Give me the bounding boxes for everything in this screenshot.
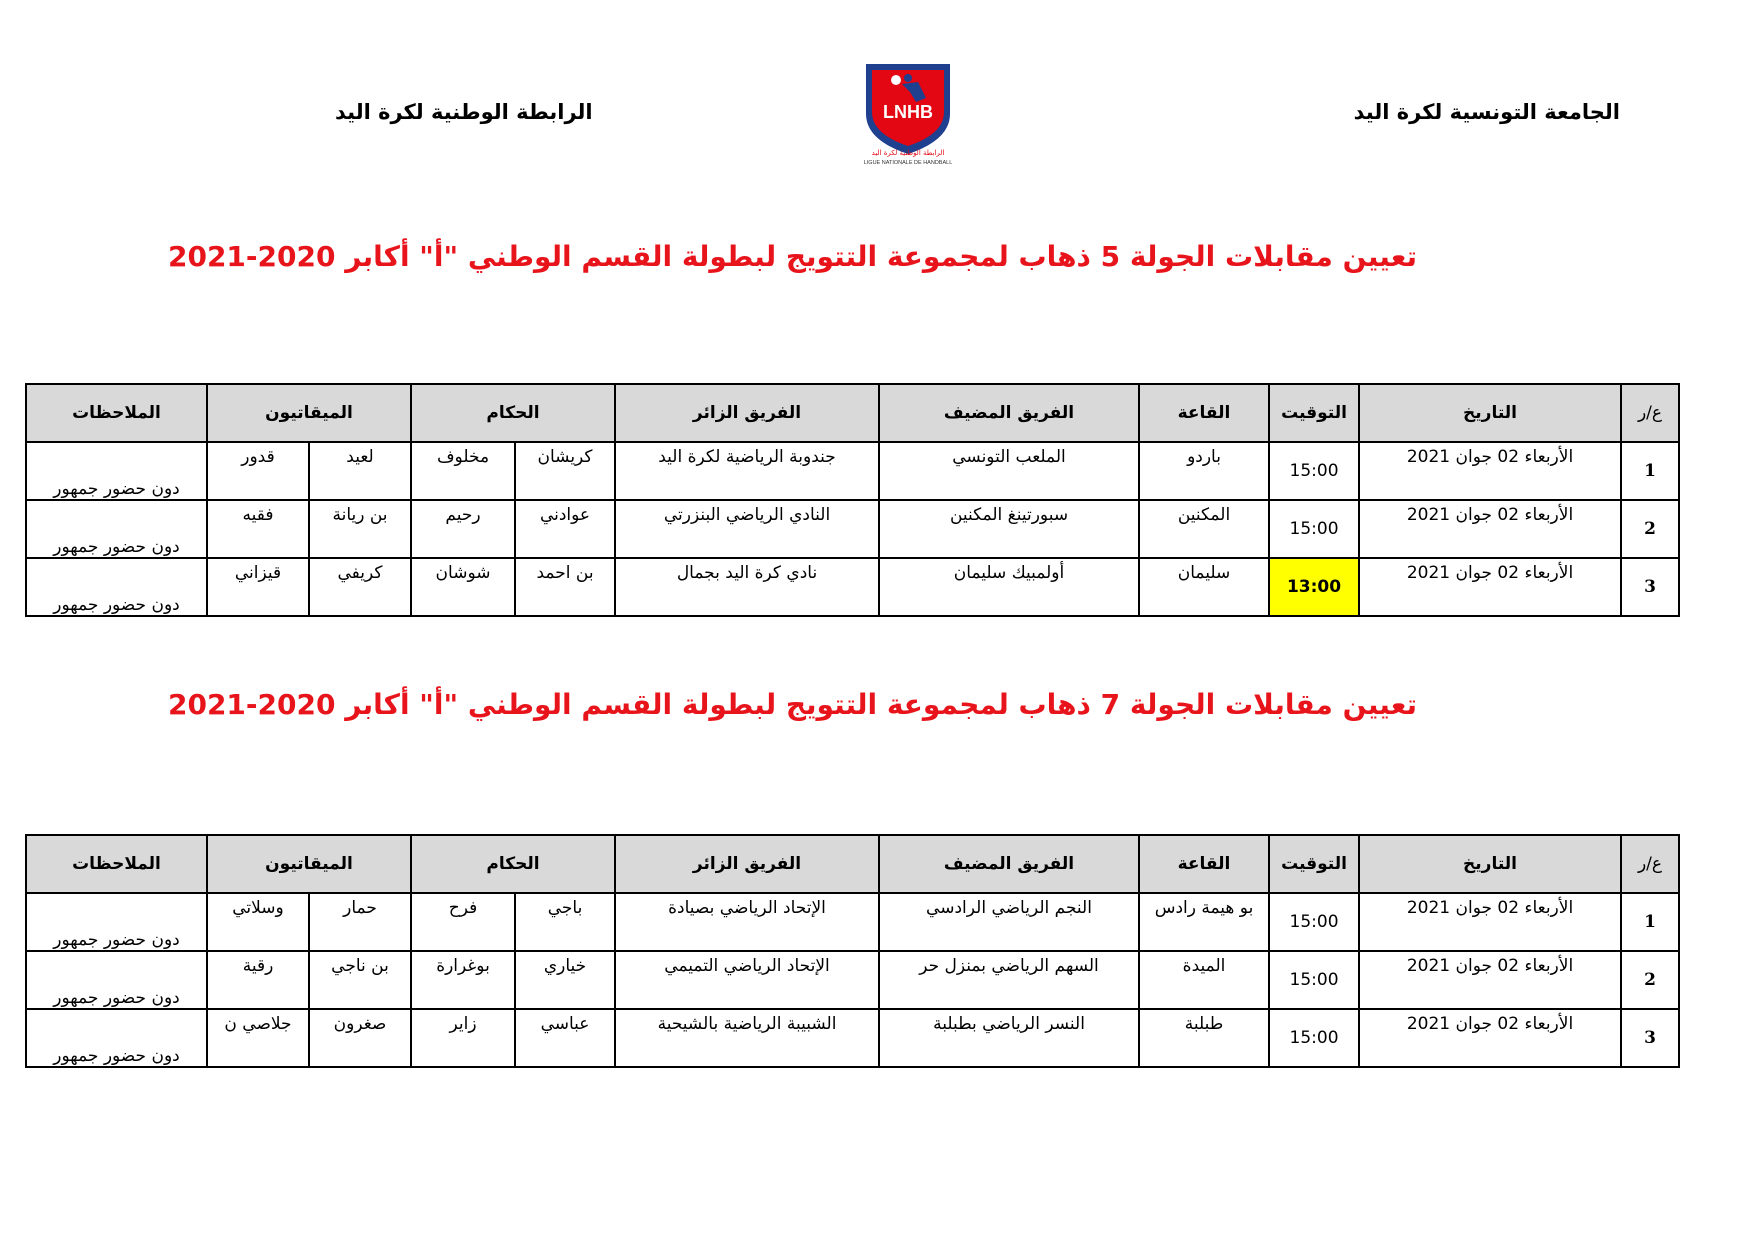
section-title-round-5: تعيين مقابلات الجولة 5 ذهاب لمجموعة التتويج لبطولة القسم الوطني "أ" أكابر 2020-2021 bbox=[167, 240, 1418, 273]
referee-1: بن احمد bbox=[515, 558, 615, 616]
col-referees: الحكام bbox=[411, 835, 615, 893]
timekeeper-1: صغرون bbox=[309, 1009, 411, 1067]
referee-2: مخلوف bbox=[411, 442, 515, 500]
timekeeper-2: رقية bbox=[207, 951, 309, 1009]
col-referees: الحكام bbox=[411, 384, 615, 442]
referee-2: بوغرارة bbox=[411, 951, 515, 1009]
table-header-row bbox=[26, 835, 1679, 893]
col-time: التوقيت bbox=[1269, 835, 1359, 893]
schedule-table-round-5 bbox=[25, 383, 1680, 617]
referee-2: شوشان bbox=[411, 558, 515, 616]
match-time: 15:00 bbox=[1269, 442, 1359, 500]
away-team: الإتحاد الرياضي بصيادة bbox=[615, 893, 879, 951]
col-home-team: الفريق المضيف bbox=[879, 835, 1139, 893]
match-note: دون حضور جمهور bbox=[26, 558, 207, 616]
match-number: 1 bbox=[1621, 442, 1679, 500]
match-hall: سليمان bbox=[1139, 558, 1269, 616]
away-team: الإتحاد الرياضي التميمي bbox=[615, 951, 879, 1009]
match-note: دون حضور جمهور bbox=[26, 1009, 207, 1067]
table-row bbox=[26, 893, 1679, 951]
table-row bbox=[26, 500, 1679, 558]
match-number: 1 bbox=[1621, 893, 1679, 951]
match-date: الأربعاء 02 جوان 2021 bbox=[1359, 558, 1621, 616]
home-team: الملعب التونسي bbox=[879, 442, 1139, 500]
timekeeper-1: بن ناجي bbox=[309, 951, 411, 1009]
home-team: سبورتينغ المكنين bbox=[879, 500, 1139, 558]
timekeeper-2: قيزاني bbox=[207, 558, 309, 616]
col-notes: الملاحظات bbox=[26, 384, 207, 442]
col-away-team: الفريق الزائر bbox=[615, 384, 879, 442]
svg-text:LNHB: LNHB bbox=[883, 102, 933, 122]
referee-1: كريشان bbox=[515, 442, 615, 500]
referee-2: رحيم bbox=[411, 500, 515, 558]
match-date: الأربعاء 02 جوان 2021 bbox=[1359, 893, 1621, 951]
match-date: الأربعاء 02 جوان 2021 bbox=[1359, 500, 1621, 558]
col-date: التاريخ bbox=[1359, 835, 1621, 893]
match-time: 15:00 bbox=[1269, 951, 1359, 1009]
schedule-table-round-7 bbox=[25, 834, 1680, 1068]
match-date: الأربعاء 02 جوان 2021 bbox=[1359, 442, 1621, 500]
match-time: 15:00 bbox=[1269, 500, 1359, 558]
match-time: 15:00 bbox=[1269, 893, 1359, 951]
timekeeper-1: حمار bbox=[309, 893, 411, 951]
timekeeper-1: كريفي bbox=[309, 558, 411, 616]
timekeeper-2: وسلاتي bbox=[207, 893, 309, 951]
referee-1: باجي bbox=[515, 893, 615, 951]
timekeeper-1: بن ريانة bbox=[309, 500, 411, 558]
federation-name: الجامعة التونسية لكرة اليد bbox=[1353, 100, 1620, 124]
svg-text:LIGUE NATIONALE DE HANDBALL: LIGUE NATIONALE DE HANDBALL bbox=[863, 160, 953, 166]
table-row bbox=[26, 442, 1679, 500]
timekeeper-2: فقيه bbox=[207, 500, 309, 558]
home-team: النجم الرياضي الرادسي bbox=[879, 893, 1139, 951]
col-num: ع/ر bbox=[1621, 384, 1679, 442]
col-timekeepers: الميقاتيون bbox=[207, 835, 411, 893]
match-hall: المكنين bbox=[1139, 500, 1269, 558]
col-time: التوقيت bbox=[1269, 384, 1359, 442]
col-num: ع/ر bbox=[1621, 835, 1679, 893]
match-hall: الميدة bbox=[1139, 951, 1269, 1009]
home-team: النسر الرياضي بطبلبة bbox=[879, 1009, 1139, 1067]
match-hall: طبلبة bbox=[1139, 1009, 1269, 1067]
match-note: دون حضور جمهور bbox=[26, 893, 207, 951]
match-note: دون حضور جمهور bbox=[26, 442, 207, 500]
referee-1: عباسي bbox=[515, 1009, 615, 1067]
home-team: السهم الرياضي بمنزل حر bbox=[879, 951, 1139, 1009]
col-away-team: الفريق الزائر bbox=[615, 835, 879, 893]
match-number: 2 bbox=[1621, 951, 1679, 1009]
table-row bbox=[26, 951, 1679, 1009]
referee-2: زاير bbox=[411, 1009, 515, 1067]
svg-text:الرابطة الوطنية لكرة اليد: الرابطة الوطنية لكرة اليد bbox=[871, 149, 945, 157]
table-row bbox=[26, 1009, 1679, 1067]
referee-1: عوادني bbox=[515, 500, 615, 558]
table-header-row bbox=[26, 384, 1679, 442]
col-home-team: الفريق المضيف bbox=[879, 384, 1139, 442]
col-hall: القاعة bbox=[1139, 384, 1269, 442]
match-date: الأربعاء 02 جوان 2021 bbox=[1359, 1009, 1621, 1067]
timekeeper-1: لعيد bbox=[309, 442, 411, 500]
match-time-highlighted: 13:00 bbox=[1269, 558, 1359, 616]
away-team: الشبيبة الرياضية بالشيحية bbox=[615, 1009, 879, 1067]
referee-2: فرح bbox=[411, 893, 515, 951]
col-date: التاريخ bbox=[1359, 384, 1621, 442]
col-hall: القاعة bbox=[1139, 835, 1269, 893]
away-team: النادي الرياضي البنزرتي bbox=[615, 500, 879, 558]
league-name: الرابطة الوطنية لكرة اليد bbox=[335, 100, 593, 124]
match-number: 3 bbox=[1621, 1009, 1679, 1067]
away-team: نادي كرة اليد بجمال bbox=[615, 558, 879, 616]
table-row bbox=[26, 558, 1679, 616]
section-title-round-7: تعيين مقابلات الجولة 7 ذهاب لمجموعة التتويج لبطولة القسم الوطني "أ" أكابر 2020-2021 bbox=[167, 688, 1418, 721]
home-team: أولمبيك سليمان bbox=[879, 558, 1139, 616]
timekeeper-2: قدور bbox=[207, 442, 309, 500]
match-number: 3 bbox=[1621, 558, 1679, 616]
col-notes: الملاحظات bbox=[26, 835, 207, 893]
timekeeper-2: جلاصي ن bbox=[207, 1009, 309, 1067]
match-note: دون حضور جمهور bbox=[26, 500, 207, 558]
referee-1: خياري bbox=[515, 951, 615, 1009]
match-hall: باردو bbox=[1139, 442, 1269, 500]
match-hall: بو هيمة رادس bbox=[1139, 893, 1269, 951]
match-date: الأربعاء 02 جوان 2021 bbox=[1359, 951, 1621, 1009]
match-number: 2 bbox=[1621, 500, 1679, 558]
lnhb-logo bbox=[846, 58, 970, 166]
match-note: دون حضور جمهور bbox=[26, 951, 207, 1009]
away-team: جندوبة الرياضية لكرة اليد bbox=[615, 442, 879, 500]
col-timekeepers: الميقاتيون bbox=[207, 384, 411, 442]
match-time: 15:00 bbox=[1269, 1009, 1359, 1067]
